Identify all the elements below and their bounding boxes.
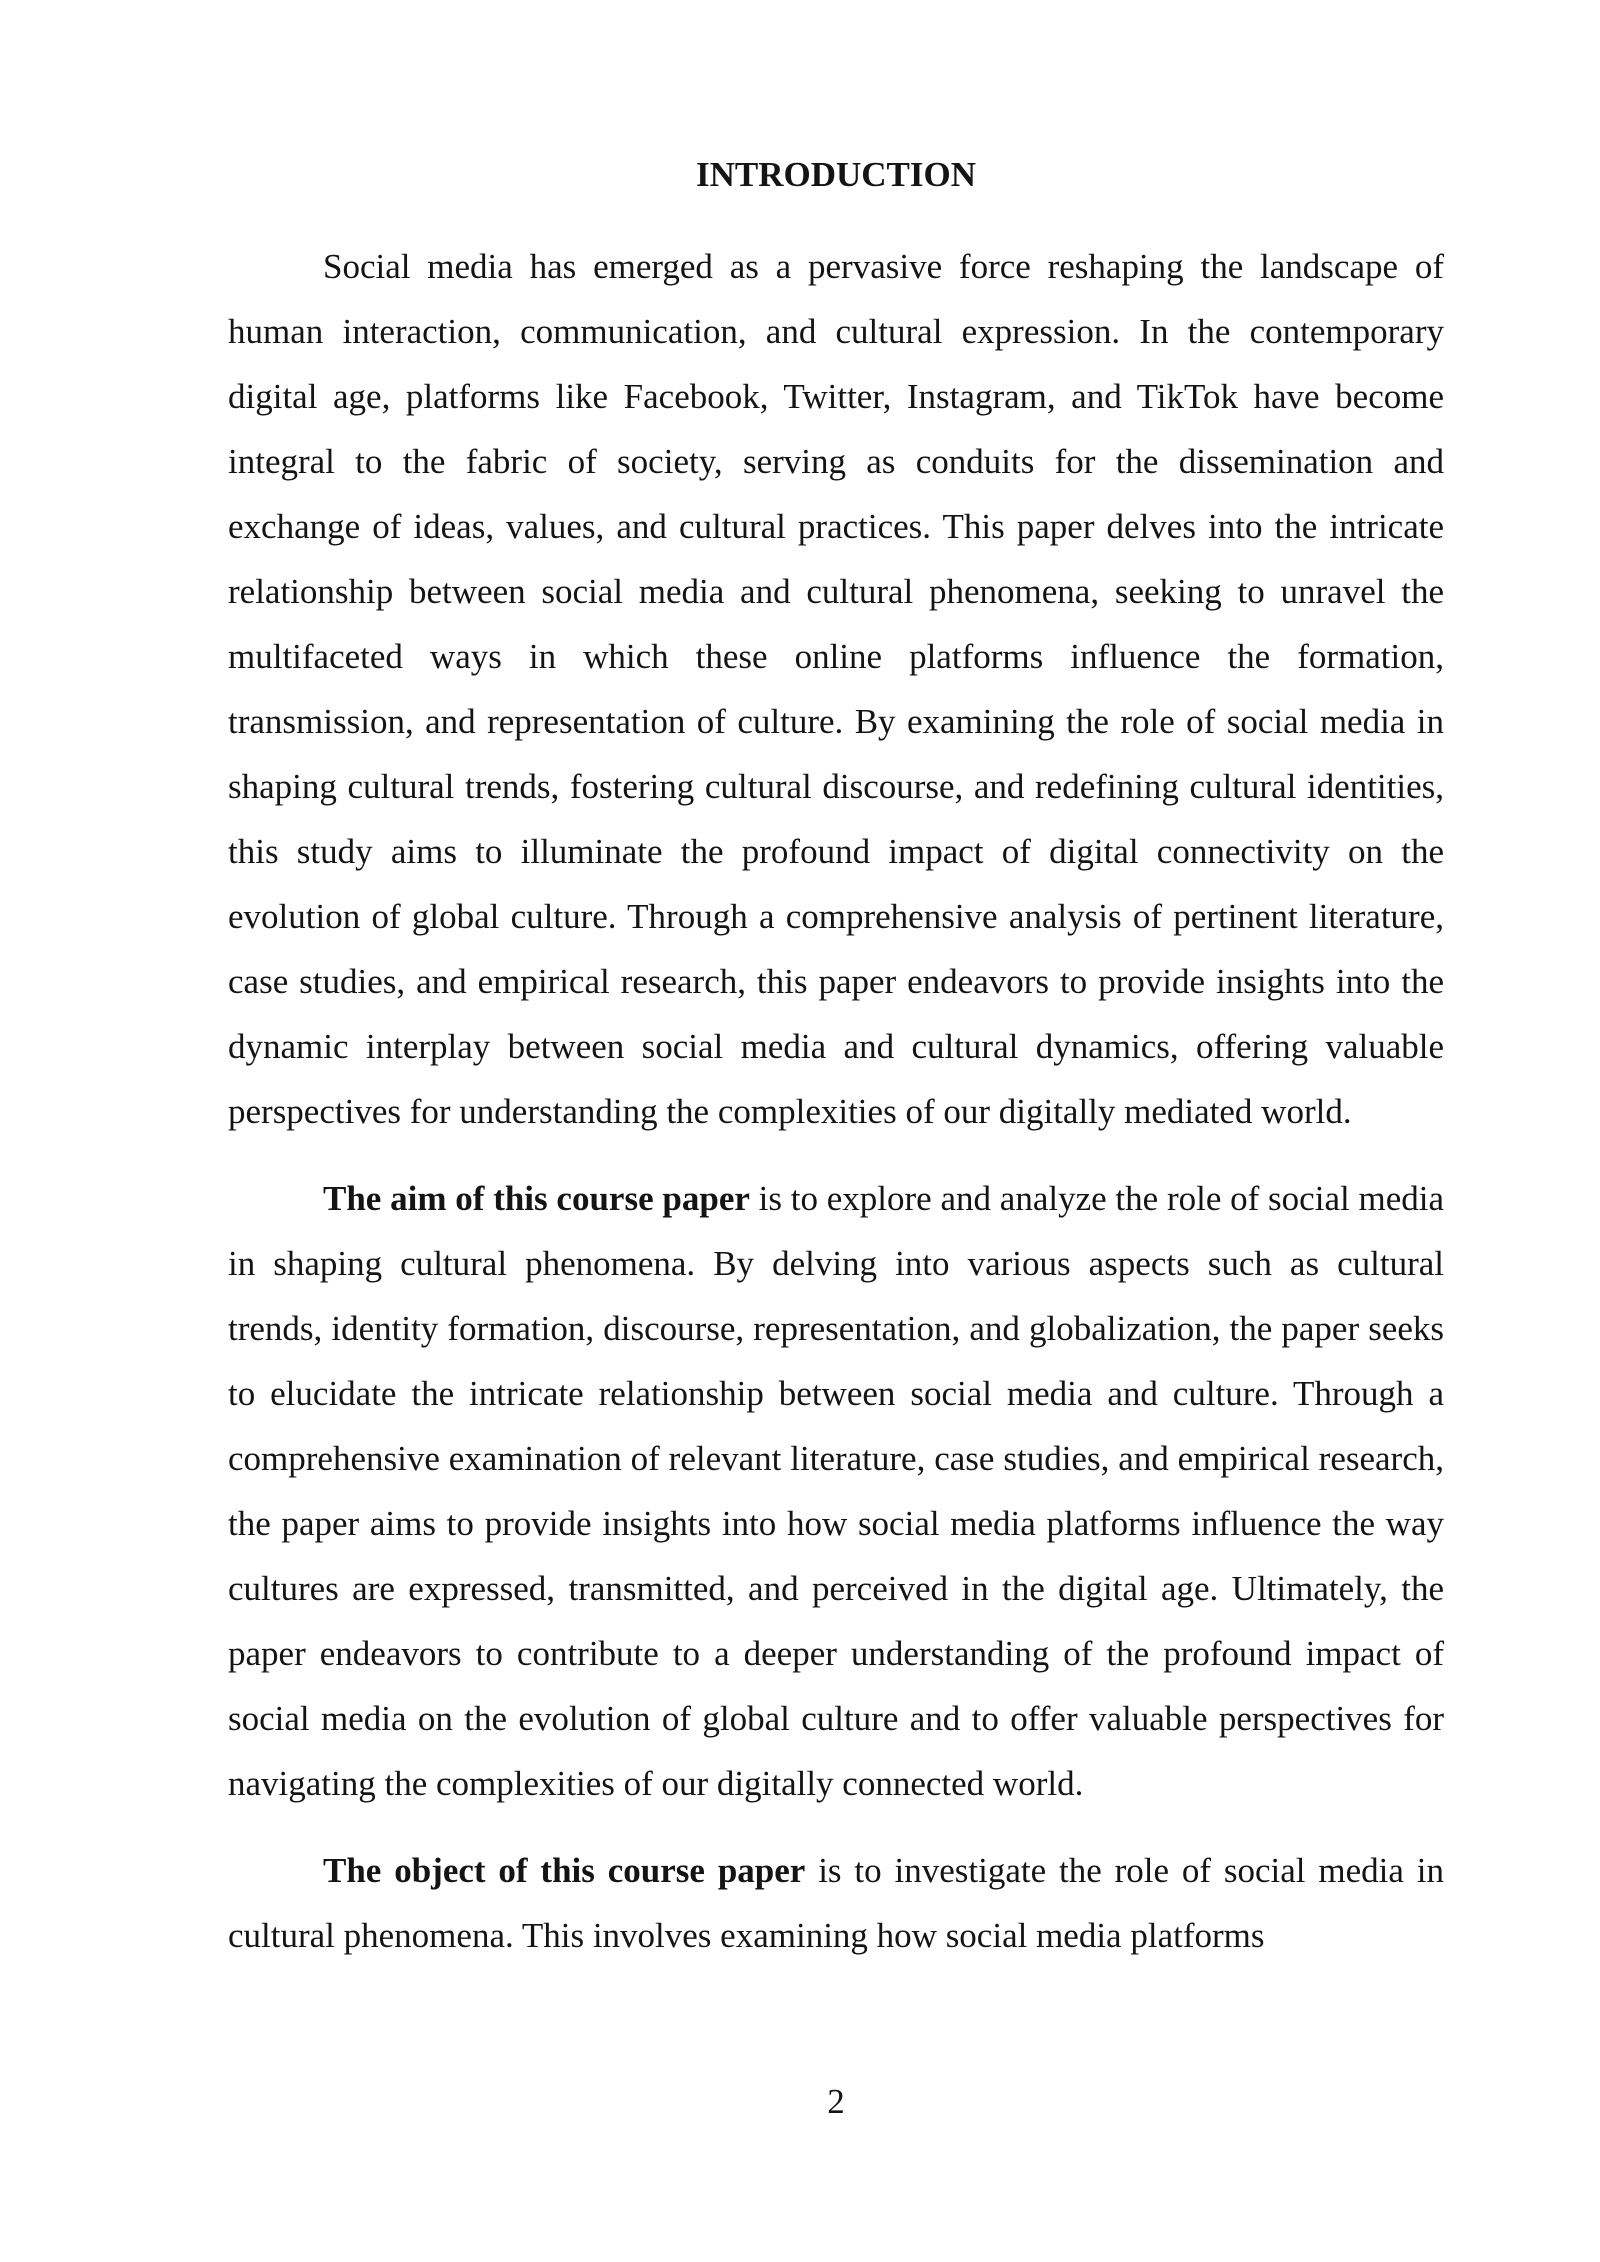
paragraph-lead: The aim of this course paper [323,1179,750,1218]
paragraph-lead: The object of this course paper [323,1851,806,1890]
paragraph-object [228,1838,1444,1968]
paragraph-text: is to investigate the role of social media in cultural phenomena. This involves examining how social media platforms [228,1851,1444,1955]
paragraph-text: Social media has emerged as a pervasive force reshaping the landscape of human interaction, communication, and cultural expression. In the contemporary digital age, platforms like Facebook, Twitter, Instagram, and TikTok have become integral to the fabric of society, serving as conduits for the dissemination and exchange of ideas, values, and cultural practices. This paper delves into the intricate relationship between social media and cultural phenomena, seeking to unravel the multifaceted ways in which these online platforms influence the formation, transmission, and representation of culture. By examining the role of social media in shaping cultural trends, fostering cultural discourse, and redefining cultural identities, this study aims to illuminate the profound impact of digital connectivity on the evolution of global culture. Through a comprehensive analysis of pertinent literature, case studies, and empirical research, this paper endeavors to provide insights into the dynamic interplay between social media and cultural dynamics, offering valuable perspectives for understanding the complexities of our digitally mediated world. [228,247,1444,1131]
paragraph-aim [228,1166,1444,1816]
page-number: 2 [827,2082,845,2121]
section-heading: INTRODUCTION [695,155,977,194]
paragraph-introduction [228,234,1444,1144]
body-text [228,234,1444,1990]
paragraph-text: is to explore and analyze the role of social media in shaping cultural phenomena. By delving into various aspects such as cultural trends, identity formation, discourse, representation, and globalization, the paper seeks to elucidate the intricate relationship between social media and culture. Through a comprehensive examination of relevant literature, case studies, and empirical research, the paper aims to provide insights into how social media platforms influence the way cultures are expressed, transmitted, and perceived in the digital age. Ultimately, the paper endeavors to contribute to a deeper understanding of the profound impact of social media on the evolution of global culture and to offer valuable perspectives for navigating the complexities of our digitally connected world. [228,1179,1444,1803]
